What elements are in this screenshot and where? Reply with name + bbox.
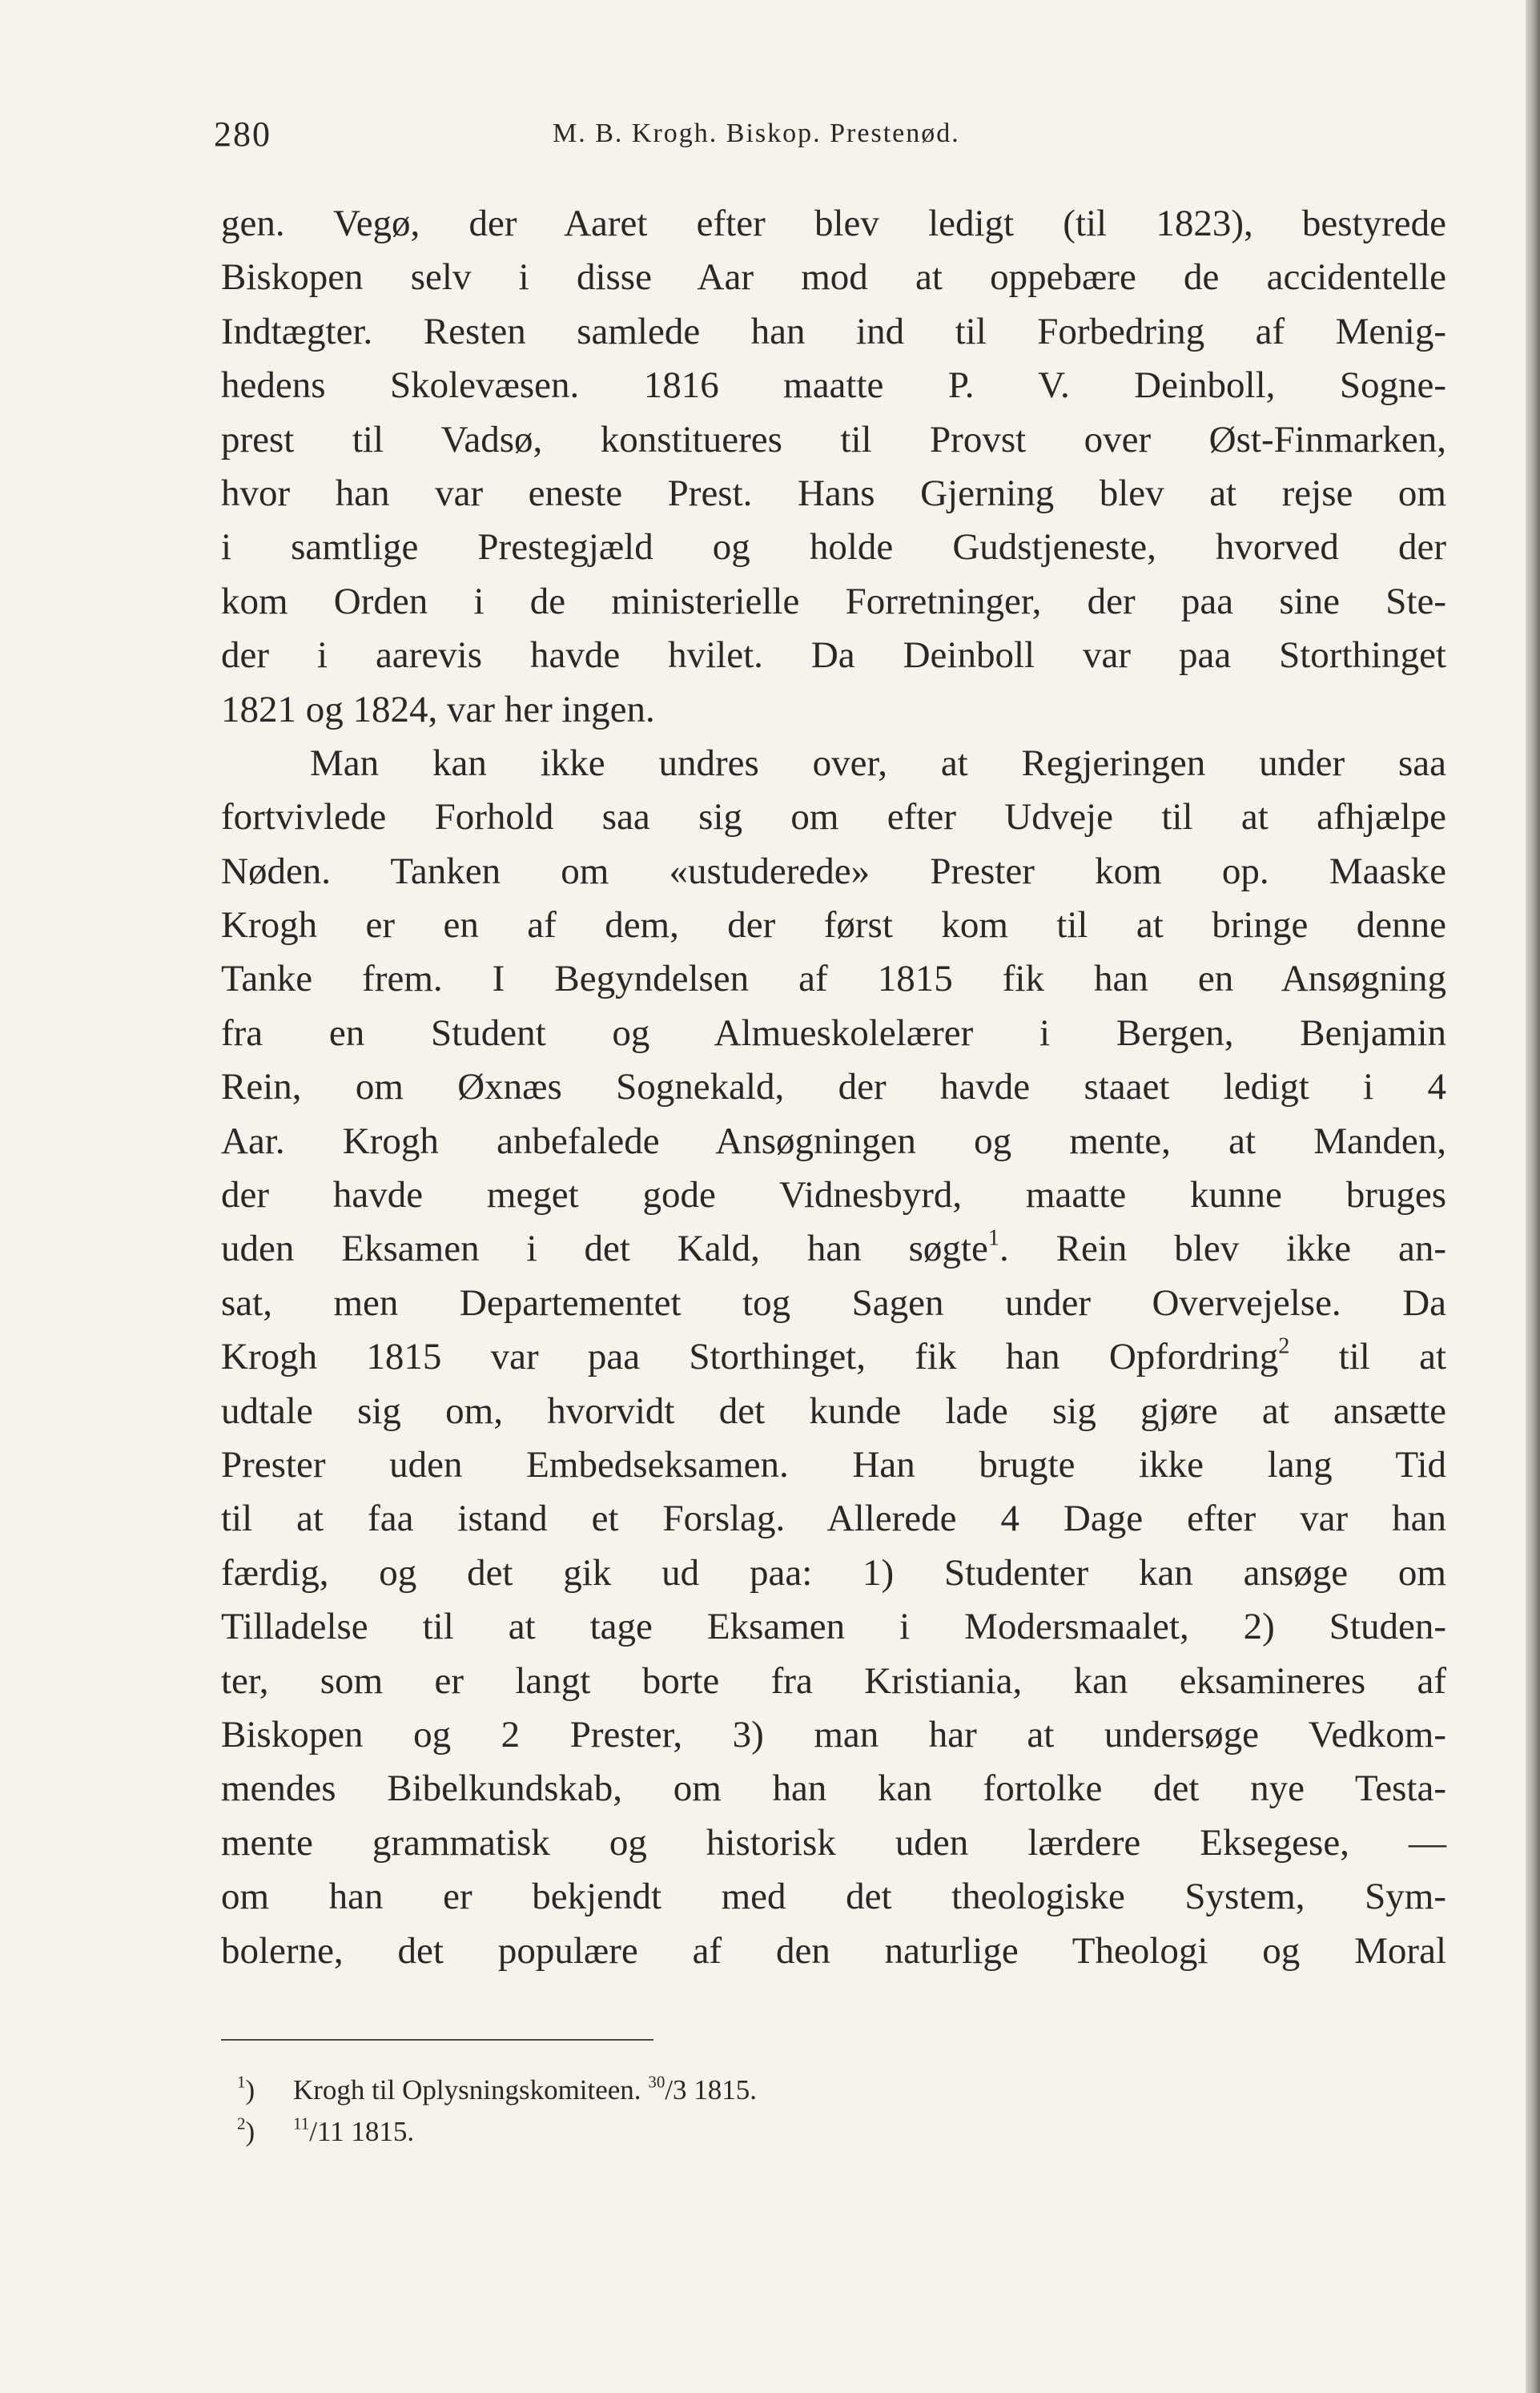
text-line: hvor han var eneste Prest. Hans Gjerning blev at rejse om — [221, 472, 1446, 514]
text-line: hedens Skolevæsen. 1816 maatte P. V. Deinboll, Sogne- — [221, 364, 1446, 407]
line-text: . Rein blev ikke an- — [999, 1228, 1446, 1270]
footnote-date: /3 1815. — [665, 2074, 758, 2105]
text-line-with-footnote — [221, 1222, 1446, 1276]
text-line: Rein, om Øxnæs Sognekald, der havde staaet ledigt i 4 — [221, 1066, 1446, 1108]
running-head: M. B. Krogh. Biskop. Prestenød. — [553, 119, 960, 148]
text-line: der havde meget gode Vidnesbyrd, maatte kunne bruges — [221, 1174, 1446, 1217]
footnote-mark: $^1$) — [237, 2072, 255, 2105]
footnote-date-num: 30 — [648, 2072, 665, 2092]
text-line: fortvivlede Forhold saa sig om efter Udveje til at afhjælpe — [221, 796, 1446, 839]
text-line: Biskopen selv i disse Aar mod at oppebære de accidentelle — [221, 256, 1446, 299]
text-line: bolerne, det populære af den naturlige Theologi og Moral — [221, 1929, 1446, 1972]
footnote-divider — [221, 2039, 653, 2041]
text-line: gen. Vegø, der Aaret efter blev ledigt (til 1823), bestyrede — [221, 203, 1446, 244]
text-line: mendes Bibelkundskab, om han kan fortolke det nye Testa- — [221, 1768, 1446, 1810]
text-line: Aar. Krogh anbefalede Ansøgningen og mente, at Manden, — [221, 1120, 1446, 1162]
text-line: ter, som er langt borte fra Kristiania, kan eksamineres af — [221, 1659, 1446, 1702]
text-line: Tilladelse til at tage Eksamen i Modersmaalet, 2) Studen- — [221, 1606, 1446, 1648]
page-header — [214, 114, 1447, 162]
text-line: fra en Student og Almueskolelærer i Bergen, Benjamin — [221, 1011, 1446, 1054]
text-line: Tanke frem. I Begyndelsen af 1815 fik han en Ansøgning — [221, 958, 1446, 1000]
text-line-with-footnote — [221, 1330, 1446, 1384]
text-line: kom Orden i de ministerielle Forretninger, der paa sine Ste- — [221, 580, 1446, 622]
body-text — [221, 197, 1446, 1978]
page-number: 280 — [214, 115, 271, 154]
text-line: til at faa istand et Forslag. Allerede 4 Dage efter var han — [221, 1498, 1446, 1540]
page-edge-shadow — [1526, 0, 1540, 2393]
footnotes — [237, 2069, 1198, 2153]
text-line: færdig, og det gik ud paa: 1) Studenter kan ansøge om — [221, 1551, 1446, 1594]
footnote-mark: $^2$) — [237, 2113, 255, 2147]
text-line: Krogh er en af dem, der først kom til at bringe denne — [221, 904, 1446, 947]
footnote-date: /11 1815. — [309, 2116, 415, 2147]
text-line: Biskopen og 2 Prester, 3) man har at undersøge Vedkom- — [221, 1713, 1446, 1756]
footnote-2 — [237, 2111, 1198, 2153]
text-line: sat, men Departementet tog Sagen under Overvejelse. Da — [221, 1281, 1446, 1324]
footnote-date-num: 11 — [293, 2113, 310, 2134]
line-text: Krogh 1815 var paa Storthinget, fik han Opfordring — [221, 1336, 1279, 1378]
text-line: om han er bekjendt med det theologiske System, Sym- — [221, 1876, 1446, 1918]
line-text: uden Eksamen i det Kald, han søgte — [221, 1228, 988, 1270]
text-line: udtale sig om, hvorvidt det kunde lade sig gjøre at ansætte — [221, 1390, 1446, 1432]
footnote-1 — [237, 2069, 1198, 2111]
footnote-ref: 2 — [1278, 1333, 1290, 1359]
text-line: 1821 og 1824, var her ingen. — [221, 688, 655, 730]
paragraph-start-line: Man kan ikke undres over, at Regjeringen under saa — [310, 742, 1446, 784]
line-text: til at — [1289, 1336, 1446, 1378]
text-line: prest til Vadsø, konstitueres til Provst over Øst-Finmarken, — [221, 418, 1446, 461]
text-line: Indtægter. Resten samlede han ind til Forbedring af Menig- — [221, 310, 1446, 352]
footnote-text: Krogh til Oplysningskomiteen. — [293, 2074, 649, 2105]
text-line: mente grammatisk og historisk uden lærdere Eksegese, — — [221, 1821, 1446, 1864]
text-line: Prester uden Embedseksamen. Han brugte ikke lang Tid — [221, 1443, 1446, 1486]
text-line: i samtlige Prestegjæld og holde Gudstjeneste, hvorved der — [221, 526, 1446, 569]
text-line: Nøden. Tanken om «ustuderede» Prester kom op. Maaske — [221, 850, 1446, 892]
footnote-ref: 1 — [987, 1225, 999, 1251]
text-line: der i aarevis havde hvilet. Da Deinboll var paa Storthinget — [221, 634, 1446, 677]
